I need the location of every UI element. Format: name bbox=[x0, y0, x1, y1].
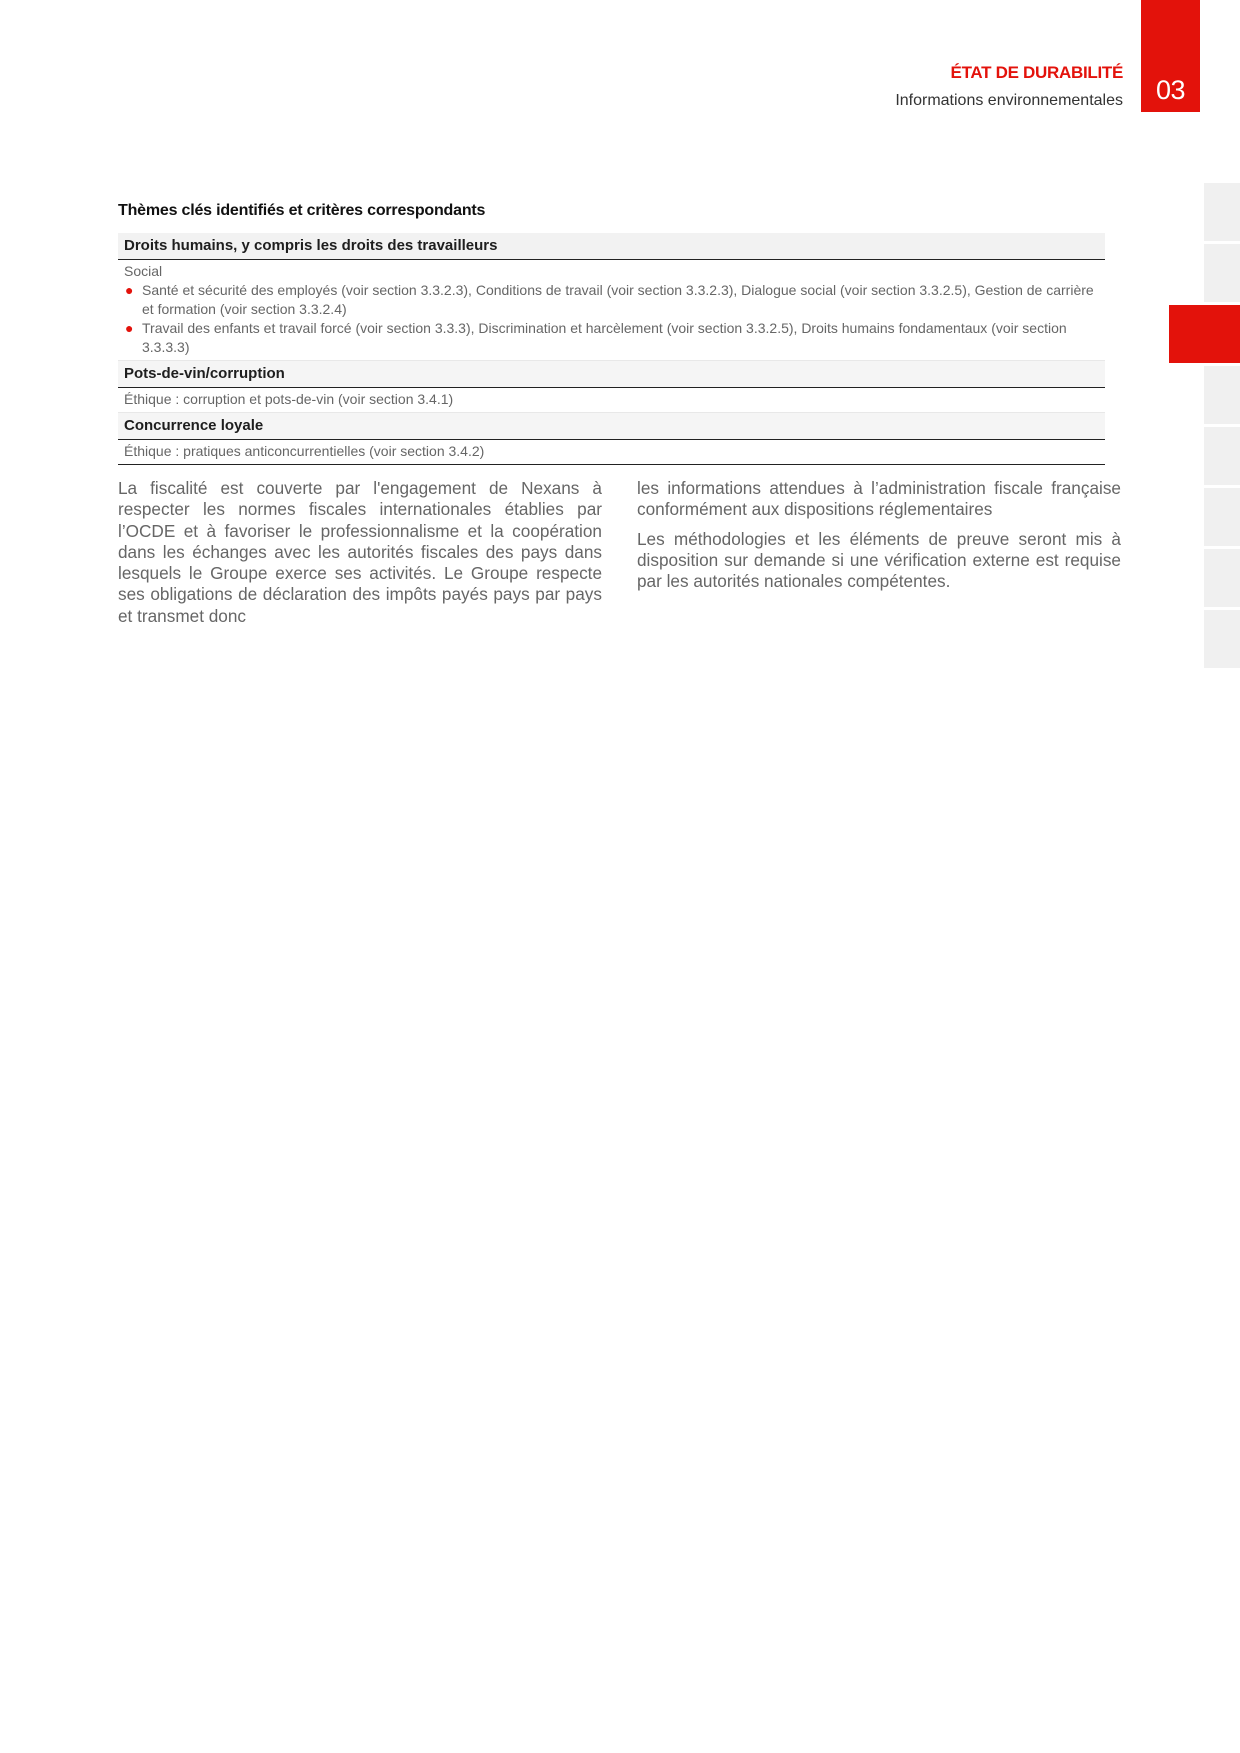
list-item-text: Santé et sécurité des employés (voir section 3.3.2.3), Conditions de travail (voir section 3.3.2.3), Dialogue social (voir section 3.3.2.5), Gestion de carrière et formation (voir section 3.3.2.4) bbox=[142, 282, 1094, 317]
header-title: ÉTAT DE DURABILITÉ bbox=[950, 63, 1123, 82]
list-item-text: Travail des enfants et travail forcé (voir section 3.3.3), Discrimination et harcèlement (voir section 3.3.2.5), Droits humains fondamentaux (voir section 3.3.3.3) bbox=[142, 320, 1067, 355]
side-tab-8[interactable] bbox=[1204, 610, 1240, 668]
side-tab-2[interactable] bbox=[1204, 244, 1240, 302]
themes-table bbox=[118, 233, 1105, 465]
side-tab-3-active[interactable] bbox=[1169, 305, 1240, 363]
paragraph-methodology: Les méthodologies et les éléments de preuve seront mis à disposition sur demande si une vérification externe est requise par les autorités nationales compétentes. bbox=[637, 528, 1121, 592]
list-item bbox=[124, 319, 1099, 357]
body-column-right bbox=[637, 478, 1121, 600]
theme-title-competition: Concurrence loyale bbox=[118, 413, 1105, 440]
side-tab-6[interactable] bbox=[1204, 488, 1240, 546]
theme-body-human-rights bbox=[118, 260, 1105, 361]
theme-body-competition: Éthique : pratiques anticoncurrentielles (voir section 3.4.2) bbox=[118, 440, 1105, 465]
theme-item-list bbox=[124, 281, 1099, 357]
paragraph-tax-commitment: La fiscalité est couverte par l'engagement de Nexans à respecter les normes fiscales internationales établies par l’OCDE et à favoriser le professionnalisme et la coopération dans les échanges avec les autorités fiscales des pays dans lesquels le Groupe exerce ses activités. Le Groupe respecte ses obligations de déclaration des impôts payés pays par pays et transmet donc bbox=[118, 478, 602, 626]
header-subtitle: Informations environnementales bbox=[895, 92, 1123, 109]
theme-title-corruption: Pots-de-vin/corruption bbox=[118, 361, 1105, 388]
body-column-left bbox=[118, 478, 602, 635]
paragraph-tax-continuation: les informations attendues à l’administration fiscale française conformément aux dispositions réglementaires bbox=[637, 478, 1121, 520]
side-tab-4[interactable] bbox=[1204, 366, 1240, 424]
red-bullet-icon: ● bbox=[125, 320, 134, 336]
section-heading: Thèmes clés identifiés et critères correspondants bbox=[118, 202, 486, 219]
theme-title-human-rights: Droits humains, y compris les droits des travailleurs bbox=[118, 233, 1105, 260]
red-bullet-icon: ● bbox=[125, 282, 134, 298]
chapter-tab[interactable] bbox=[1141, 0, 1200, 112]
theme-body-corruption: Éthique : corruption et pots-de-vin (voir section 3.4.1) bbox=[118, 388, 1105, 413]
side-tab-1[interactable] bbox=[1204, 183, 1240, 241]
side-tab-5[interactable] bbox=[1204, 427, 1240, 485]
chapter-number: 03 bbox=[1155, 75, 1186, 105]
list-item bbox=[124, 281, 1099, 319]
theme-category: Social bbox=[124, 263, 163, 279]
side-tab-7[interactable] bbox=[1204, 549, 1240, 607]
